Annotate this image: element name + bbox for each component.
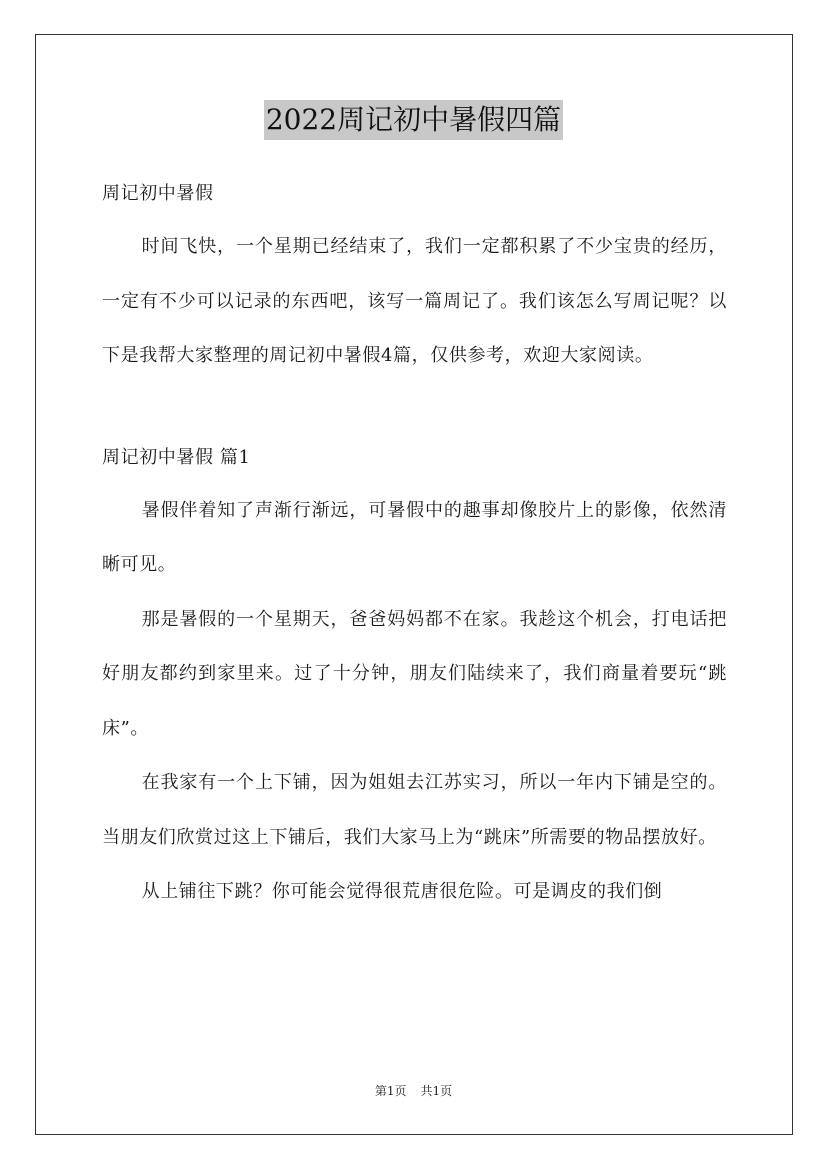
document-body	[102, 168, 727, 920]
body-paragraph: 那是暑假的一个星期天，爸爸妈妈都不在家。我趁这个机会，打电话把好朋友都约到家里来。过了十分钟，朋友们陆续来了，我们商量着要玩“跳床”。	[102, 608, 727, 739]
body-paragraph: 从上铺往下跳？你可能会觉得很荒唐很危险。可是调皮的我们倒	[141, 881, 663, 902]
title-container	[0, 100, 827, 140]
page-footer	[0, 1081, 827, 1101]
body-paragraph: 在我家有一个上下铺，因为姐姐去江苏实习，所以一年内下铺是空的。当朋友们欣赏过这上下铺后，我们大家马上为“跳床”所需要的物品摆放好。	[102, 772, 727, 848]
body-paragraph: 暑假伴着知了声渐行渐远，可暑假中的趣事却像胶片上的影像，依然清晰可见。	[102, 499, 727, 575]
intro-heading: 周记初中暑假	[102, 183, 214, 204]
intro-paragraph: 时间飞快，一个星期已经结束了，我们一定都积累了不少宝贵的经历，一定有不少可以记录的东西吧，该写一篇周记了。我们该怎么写周记呢？以下是我帮大家整理的周记初中暑假4篇，仅供参考，欢迎大家阅读。	[102, 236, 727, 366]
page-total: 共1页	[420, 1084, 453, 1098]
section-heading: 周记初中暑假 篇1	[102, 446, 251, 468]
page-number: 第1页	[374, 1084, 407, 1098]
document-title: 2022周记初中暑假四篇	[264, 100, 563, 140]
